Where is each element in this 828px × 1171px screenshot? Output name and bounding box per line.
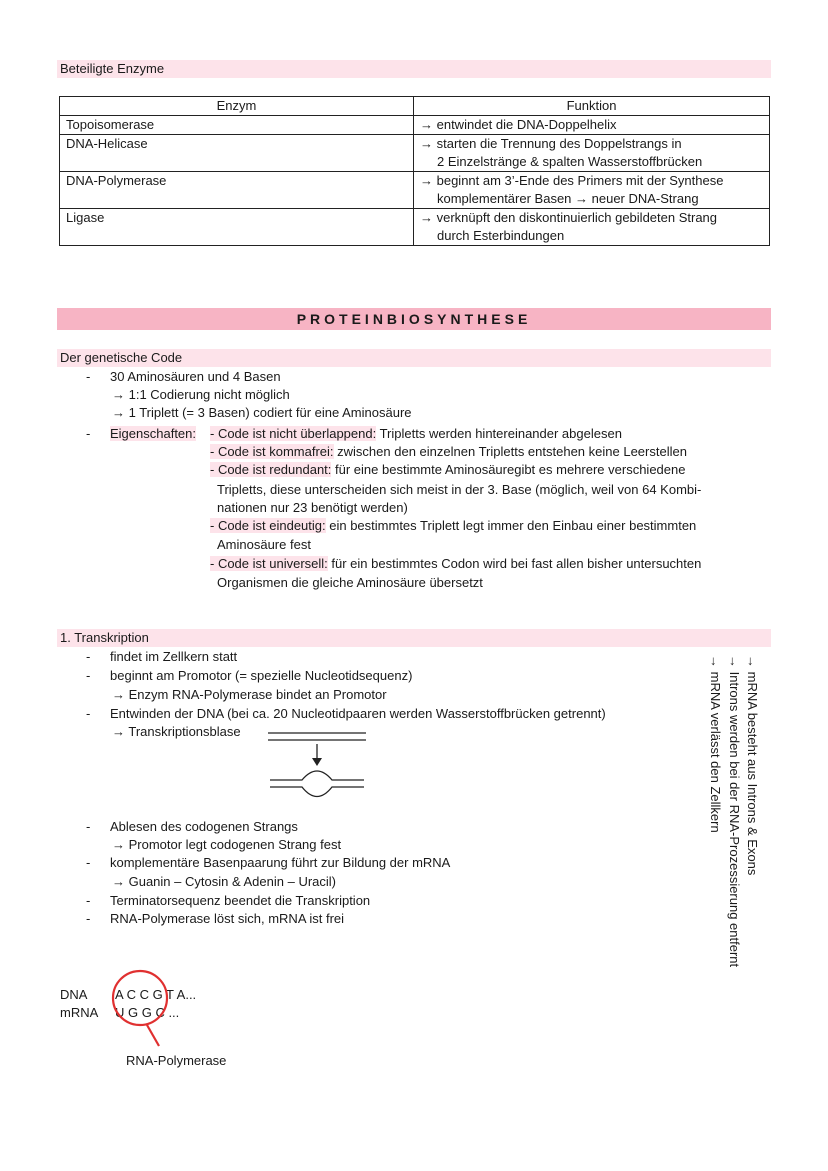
enzyme-name: Ligase xyxy=(60,209,414,246)
property-key: - Code ist nicht überlappend: xyxy=(210,426,377,441)
properties-label-text: Eigenschaften: xyxy=(110,426,197,441)
table-row xyxy=(60,209,770,246)
property-overlap xyxy=(210,425,622,443)
transcription-bullet-4a: → Promotor legt codogenen Strang fest xyxy=(112,837,342,852)
enzyme-function xyxy=(414,116,770,135)
bullet-dash: - xyxy=(86,819,91,834)
property-universal-line2: Organismen die gleiche Aminosäure übersetzt xyxy=(217,575,483,590)
code-bullet-1: 30 Aminosäuren und 4 Basen xyxy=(110,369,281,384)
property-comma-free xyxy=(210,443,687,461)
property-key: - Code ist universell: xyxy=(210,556,328,571)
rna-polymerase-label: RNA-Polymerase xyxy=(126,1053,227,1068)
mrna-sequence: U G G C ... xyxy=(115,1005,180,1020)
transcription-bullet-7: RNA-Polymerase löst sich, mRNA ist frei xyxy=(110,911,345,926)
transcription-bullet-3: Entwinden der DNA (bei ca. 20 Nucleotidpaaren werden Wasserstoffbrücken getrennt) xyxy=(110,706,606,721)
properties-label xyxy=(110,425,196,443)
property-unambiguous xyxy=(210,517,696,535)
side-note-leaves-nucleus: → mRNA verlässt den Zellkern xyxy=(708,655,723,833)
bullet-dash: - xyxy=(86,706,91,721)
function-line: 2 Einzelstränge & spalten Wasserstoffbrücken xyxy=(437,154,703,169)
rna-polymerase-pointer xyxy=(147,1025,159,1046)
property-text: für ein bestimmtes Codon wird bei fast allen bisher untersuchten xyxy=(327,556,702,571)
function-line: → entwindet die DNA-Doppelhelix xyxy=(420,117,617,132)
table-row xyxy=(60,116,770,135)
bullet-dash: - xyxy=(86,855,91,870)
function-line: → verknüpft den diskontinuierlich gebildeten Strang xyxy=(420,210,718,225)
rna-polymerase-marker xyxy=(105,966,185,1056)
property-key: - Code ist kommafrei: xyxy=(210,444,334,459)
property-text: ein bestimmtes Triplett legt immer den Einbau einer bestimmten xyxy=(325,518,697,533)
bullet-dash: - xyxy=(86,668,91,683)
enzyme-name: Topoisomerase xyxy=(60,116,414,135)
section-title: PROTEINBIOSYNTHESE xyxy=(296,311,532,327)
property-text: Tripletts werden hintereinander abgelesen xyxy=(376,426,622,441)
table-header-row xyxy=(60,97,770,116)
function-line: → starten die Trennung des Doppelstrangs in xyxy=(420,136,682,151)
enzymes-heading: Beteiligte Enzyme xyxy=(60,61,165,76)
enzyme-function xyxy=(414,135,770,172)
property-redundant-line2: Tripletts, diese unterscheiden sich meist in der 3. Base (möglich, weil von 64 Kombi- xyxy=(217,482,702,497)
mrna-label: mRNA xyxy=(60,1005,99,1020)
property-unambiguous-line2: Aminosäure fest xyxy=(217,537,311,552)
bullet-dash: - xyxy=(86,893,91,908)
code-heading: Der genetische Code xyxy=(60,350,183,365)
property-universal xyxy=(210,555,701,573)
code-bullet-1b: → 1 Triplett (= 3 Basen) codiert für eine Aminosäure xyxy=(112,405,412,420)
transcription-heading: 1. Transkription xyxy=(60,630,149,645)
enzymes-heading-band xyxy=(57,60,771,78)
property-text: für eine bestimmte Aminosäuregibt es mehrere verschiedene xyxy=(331,462,686,477)
function-line: → beginnt am 3’-Ende des Primers mit der Synthese xyxy=(420,173,724,188)
bullet-dash: - xyxy=(86,369,91,384)
enzyme-name: DNA-Helicase xyxy=(60,135,414,172)
table-row xyxy=(60,135,770,172)
code-bullet-1a: → 1:1 Codierung nicht möglich xyxy=(112,387,290,402)
transcription-heading-band xyxy=(57,629,771,647)
transcription-bullet-5: komplementäre Basenpaarung führt zur Bildung der mRNA xyxy=(110,855,451,870)
property-key: - Code ist redundant: xyxy=(210,462,332,477)
side-note-rna-processing: → Introns werden bei der RNA-Prozessierung entfernt xyxy=(727,655,742,968)
dna-sequence: A C C G T A... xyxy=(115,987,197,1002)
function-line: durch Esterbindungen xyxy=(437,228,565,243)
bullet-dash: - xyxy=(86,911,91,926)
transcription-bullet-4: Ablesen des codogenen Strangs xyxy=(110,819,298,834)
transcription-bullet-2: beginnt am Promotor (= spezielle Nucleotidsequenz) xyxy=(110,668,413,683)
bullet-dash: - xyxy=(86,426,91,441)
property-text: zwischen den einzelnen Tripletts entstehen keine Leerstellen xyxy=(333,444,687,459)
transcription-bullet-2a: → Enzym RNA-Polymerase bindet an Promotor xyxy=(112,687,387,702)
property-key: - Code ist eindeutig: xyxy=(210,518,326,533)
bullet-dash: - xyxy=(86,649,91,664)
transcription-bullet-6: Terminatorsequenz beendet die Transkription xyxy=(110,893,371,908)
transcription-bubble-diagram xyxy=(266,726,370,810)
dna-label: DNA xyxy=(60,987,88,1002)
transcription-bullet-3a: → Transkriptionsblase xyxy=(112,724,241,739)
rna-polymerase-circle xyxy=(113,971,167,1025)
table-row xyxy=(60,172,770,209)
enzymes-table xyxy=(59,96,770,246)
enzyme-function xyxy=(414,209,770,246)
enzyme-name: DNA-Polymerase xyxy=(60,172,414,209)
transcription-bullet-1: findet im Zellkern statt xyxy=(110,649,238,664)
enzyme-function xyxy=(414,172,770,209)
column-header-function: Funktion xyxy=(414,97,770,116)
property-redundant-line3: nationen nur 23 benötigt werden) xyxy=(217,500,408,515)
transcription-bullet-5a: → Guanin – Cytosin & Adenin – Uracil) xyxy=(112,874,336,889)
column-header-enzyme: Enzym xyxy=(60,97,414,116)
property-redundant xyxy=(210,461,685,479)
function-line: komplementärer Basen → neuer DNA-Strang xyxy=(437,191,699,206)
side-note-introns-exons: → mRNA besteht aus Introns & Exons xyxy=(745,655,760,876)
